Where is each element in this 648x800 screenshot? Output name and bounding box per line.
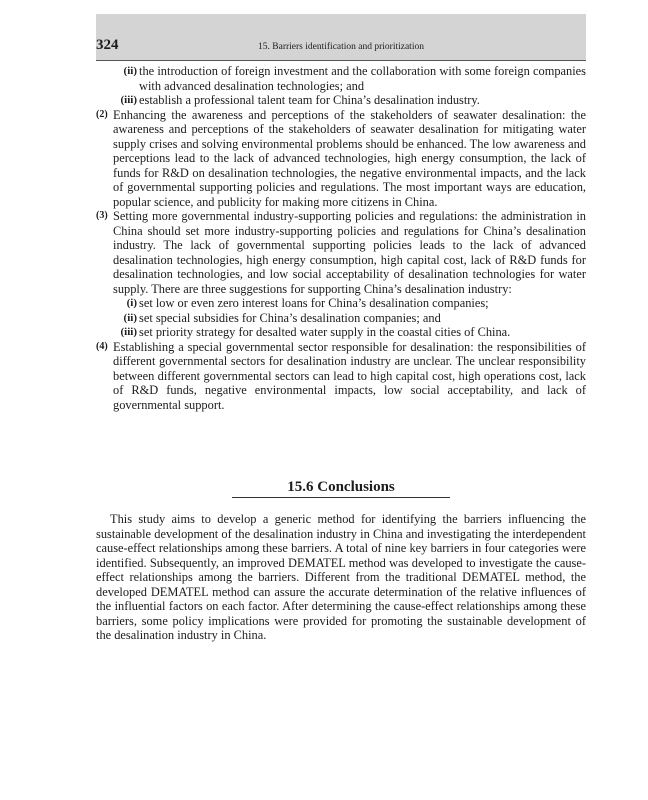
list-subitem — [96, 311, 586, 326]
running-title: 15. Barriers identification and prioritization — [258, 42, 424, 52]
section-heading — [96, 478, 586, 496]
page-number: 324 — [96, 37, 119, 53]
item-label: (iii) — [120, 326, 137, 338]
list-subitem — [96, 325, 586, 340]
item-text: Setting more governmental industry-supporting policies and regulations: the administration in China should set more industry-supporting policies and regulations for China’s desalination industry. The lack of governmental supporting policies leads to the lack of advanced desalination technologies, high energy consumption, high capital cost, lack of R&D funds for desalination technologies, and low social acceptability of desalination technologies for water supply. There are three suggestions for supporting China’s desalination industry: — [113, 209, 586, 296]
item-label: (ii) — [123, 65, 137, 77]
item-label: (2) — [96, 108, 108, 120]
list-item — [96, 209, 586, 296]
item-label: (ii) — [123, 311, 137, 324]
item-text: Enhancing the awareness and perceptions of the stakeholders of seawater desalination: the awareness and perceptions of the stakeholders of seawater desalination for mitigating water supply crises and solving environmental problems should be enhanced. The low awareness and perceptions lead to the lack of advanced technologies, high energy consumption, the lack of funds for R&D on desalination technologies, the negative environmental impacts, and the lack of governmental supporting policies and regulations. The most important ways are education, popular science, and publicity for making more citizens in China. — [113, 107, 586, 209]
header-rule — [96, 60, 586, 61]
policy-list — [96, 64, 586, 412]
item-label: (iii) — [120, 94, 137, 106]
list-item — [96, 108, 586, 210]
list-subitem — [96, 296, 586, 311]
conclusions-paragraph: This study aims to develop a generic method for identifying the barriers influencing the sustainable development of the desalination industry in China and investigating the interdependent cause-effect relationships among these barriers. A total of nine key barriers in four categories were identified. Subsequently, an improved DEMATEL method was developed to investigate the cause-effect relationships among the barriers. Different from the traditional DEMATEL method, the developed DEMATEL method can assure the accurate determination of the relative influences of the influential factors on each factor. After determining the cause-effect relationships among these barriers, some policy implications were provided for promoting the sustainable development of the desalination industry in China. — [96, 512, 586, 642]
item-text: set special subsidies for China’s desalination companies; and — [139, 310, 441, 325]
item-label: (3) — [96, 210, 108, 221]
item-label: (4) — [96, 340, 108, 352]
section-rule — [232, 497, 450, 498]
section-title: 15.6 Conclusions — [287, 479, 395, 495]
item-text: Establishing a special governmental sector responsible for desalination: the responsibilities of different governmental sectors for desalination industry are unclear. The unclear responsibility between different governmental sectors can lead to high capital cost, high operations cost, lack of R&D funds, negative environmental impacts, low social acceptability, and lack of governmental support. — [113, 339, 586, 412]
list-item — [96, 64, 586, 93]
item-text: set low or even zero interest loans for China’s desalination companies; — [139, 296, 489, 310]
list-item — [96, 93, 586, 108]
item-text: establish a professional talent team for China’s desalination industry. — [139, 93, 480, 107]
list-item — [96, 340, 586, 413]
item-label: (i) — [126, 297, 137, 309]
item-text: the introduction of foreign investment and the collaboration with some foreign companies with advanced desalination technologies; and — [139, 64, 586, 93]
item-text: set priority strategy for desalted water supply in the coastal cities of China. — [139, 325, 511, 339]
page-header-band — [96, 14, 586, 60]
